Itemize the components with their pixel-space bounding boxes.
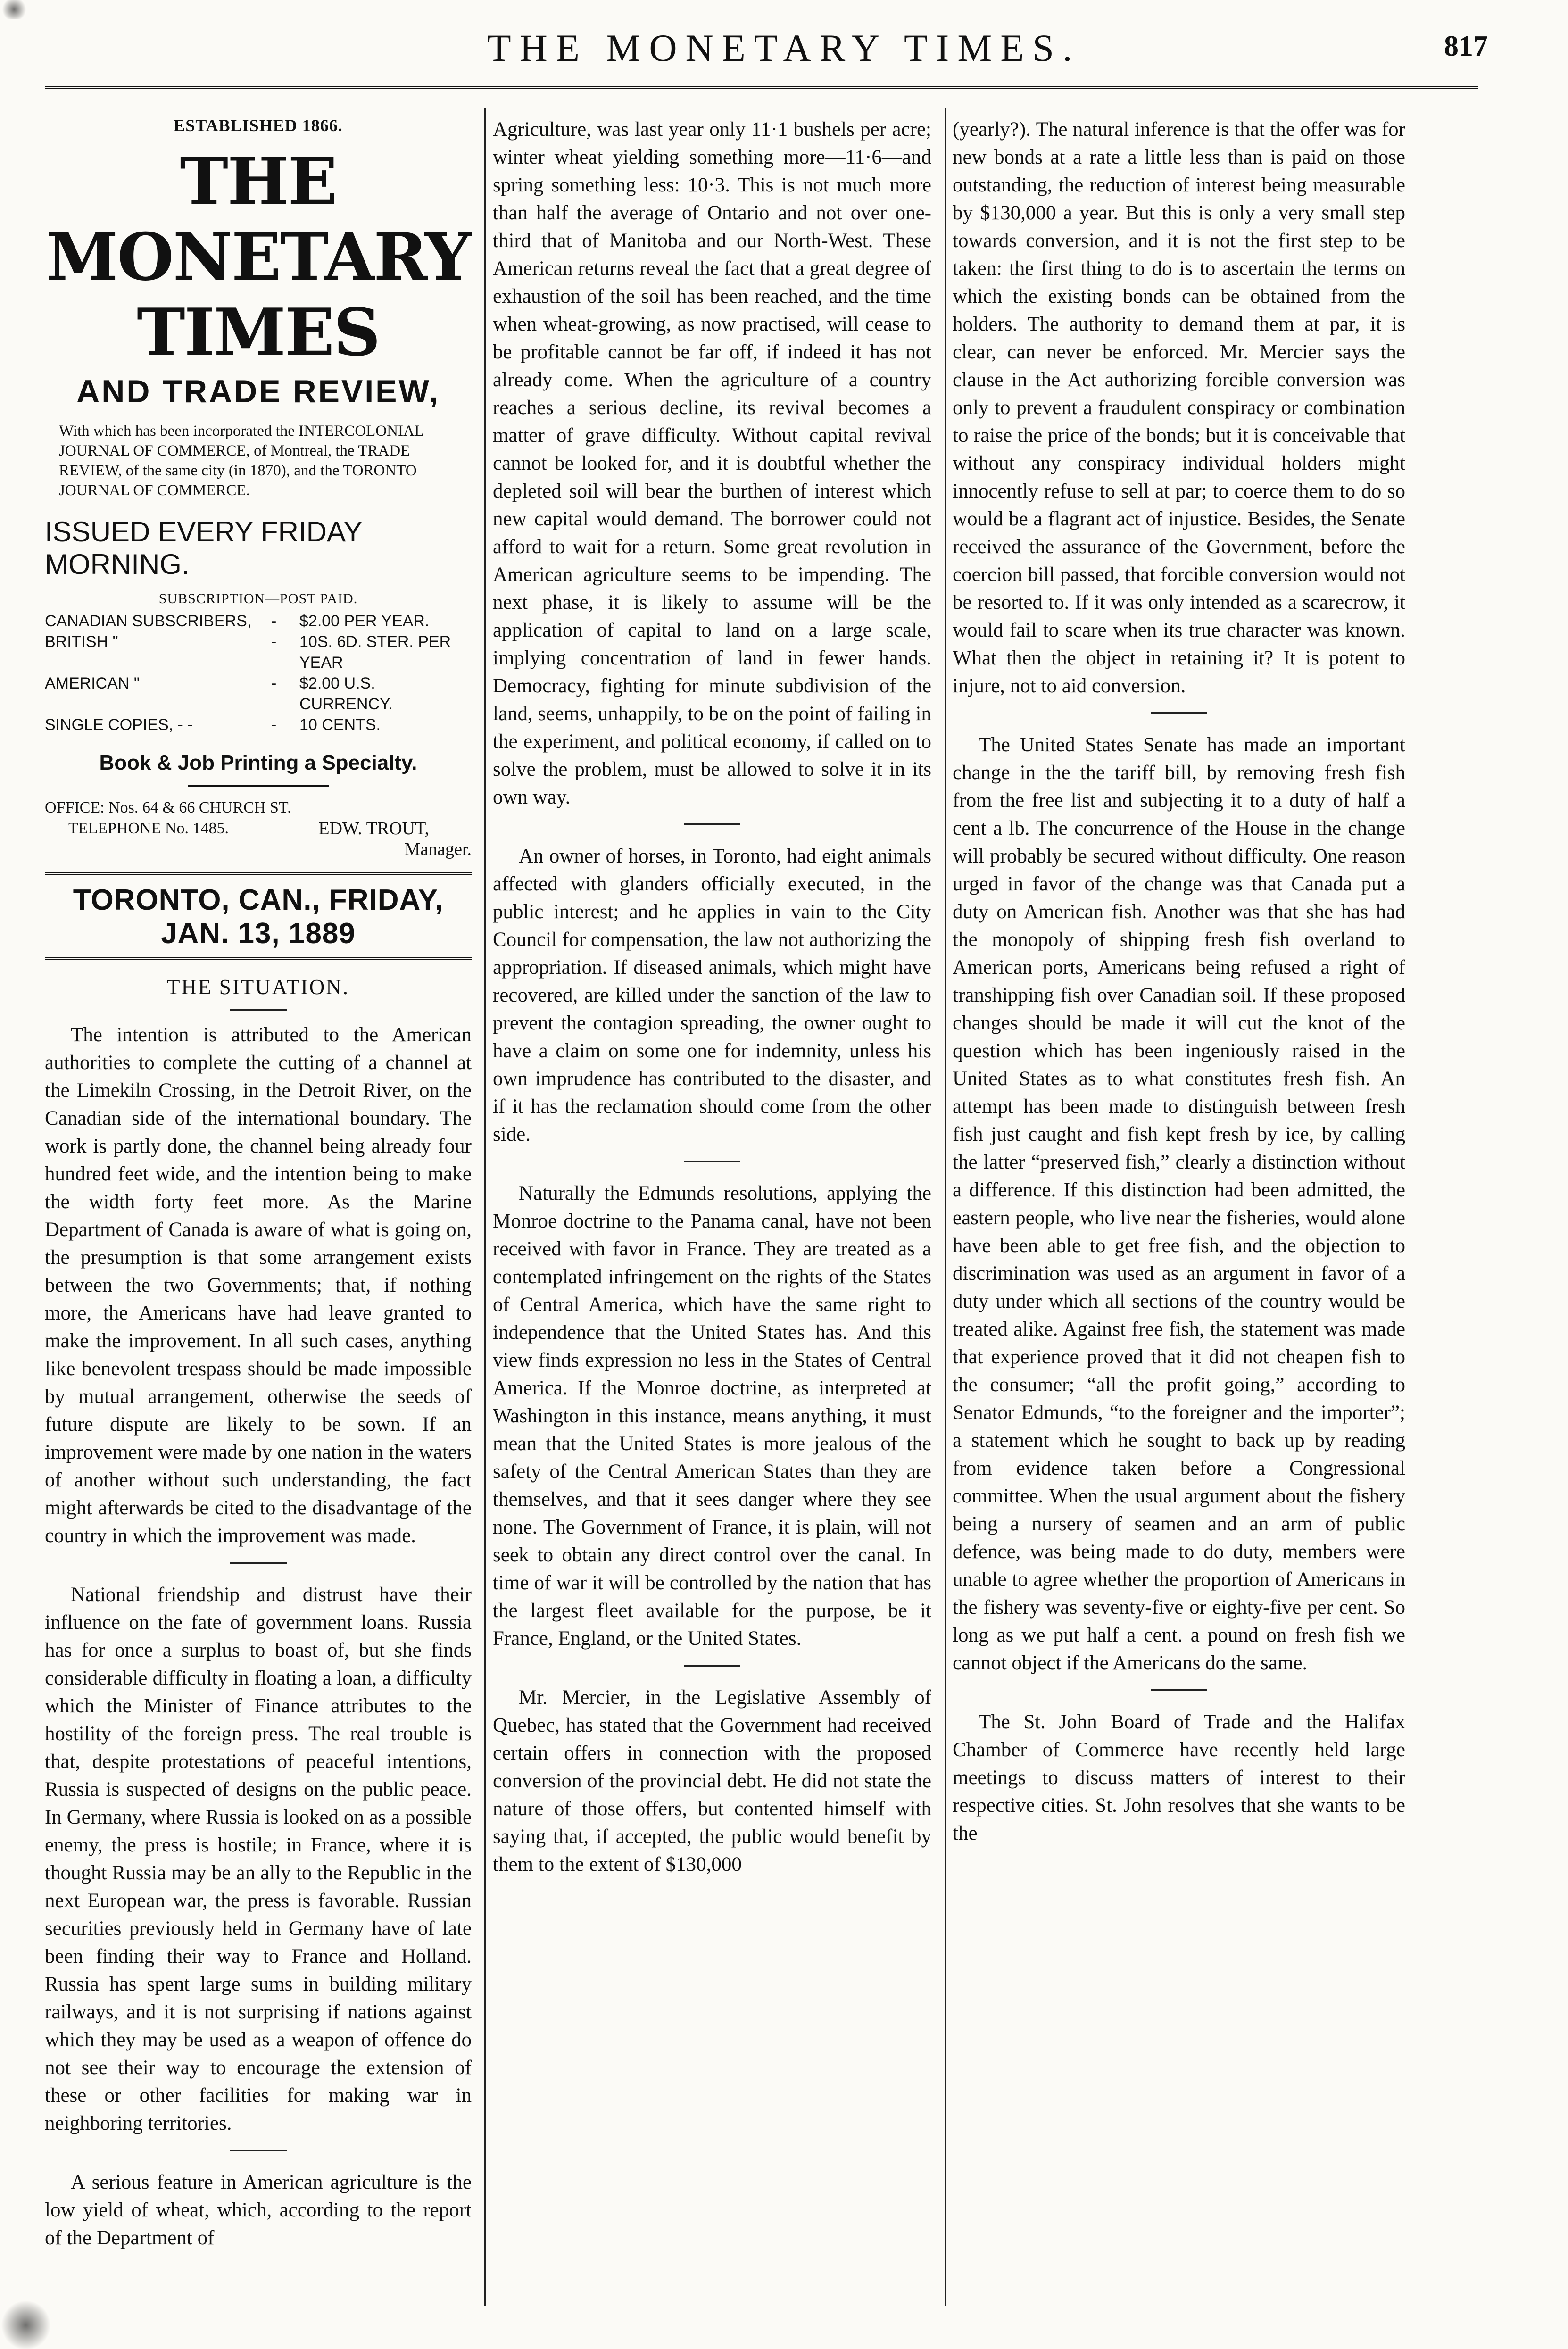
scan-smudge: [0, 0, 28, 19]
paragraph: The St. John Board of Trade and the Halifax Chamber of Commerce have recently held large meetings to discuss matters of interest to their respective cities. St. John resolves that she wants to be the: [953, 1711, 1405, 1844]
masthead: [45, 116, 472, 2252]
dateline: TORONTO, CAN., FRIDAY, JAN. 13, 1889: [73, 884, 444, 950]
running-title: THE MONETARY TIMES.: [487, 26, 1081, 69]
paragraph: The United States Senate has made an important change in the the tariff bill, by removing fresh fish from the free list and subjecting it to a duty of half a cent a lb. The concurrence of the House in the change will probably be secured without difficulty. One reason urged in favor of the change was that Canada put a duty on American fish. Another was that she has had the monopoly of shipping fresh fish overland to American ports, Americans being refused a right of transhipping fish over Canadian soil. If these proposed changes should be made it will cut the knot of the question which has been ingeniously raised in the United States as to what constitutes fresh fish. An attempt has been made to distinguish between fresh fish just caught and fish kept fresh by ice, by calling the latter “preserved fish,” clearly a distinction without a difference. If this distinction had been admitted, the eastern people, who live near the fisheries, would alone have been able to get free fish, and the objection to discrimination was used as an argument in favor of a duty under which all sections of the country would be treated alike. Against free fish, the statement was made that experience proved that it did not cheapen fish to the consumer; “all the profit going,” according to Senator Edmunds, “to the foreigner and the importer”; a statement which he sought to back up by reading from evidence taken before a Congressional committee. When the usual argument about the fishery being a nursery of seamen and an arm of public defence, was being made to do duty, members were unable to agree whether the proportion of Americans in the fishery was seventy-five or eighty-five per cent. So long as we put half a cent. a pound on fresh fish we cannot object if the Americans do the same.: [953, 734, 1405, 1674]
divider: [684, 1665, 740, 1667]
column-2-text: [493, 116, 931, 1878]
paragraph: Mr. Mercier, in the Legislative Assembly of Quebec, has stated that the Government had received certain offers in connection with the proposed conversion of the provincial debt. He did not state the nature of those offers, but contented himself with saying that, if accepted, the public would benefit by them to the extent of $130,000: [493, 1686, 931, 1876]
paragraph: Naturally the Edmunds resolutions, applying the Monroe doctrine to the Panama canal, have not been received with favor in France. They are treated as a contemplated infringement on the rights of the States of Central America, which have the same right to independence that the United States has. And this view finds expression no less in the States of Central America. If the Monroe doctrine, as interpreted at Washington in this instance, means anything, it must mean that the United States is more jealous of the safety of the Central American States than they are themselves, and that it sees danger where they see none. The Government of France, it is plain, will not seek to obtain any direct control over the canal. In time of war it will be controlled by the nation that has the largest fleet available for the purpose, be it France, England, or the United States.: [493, 1182, 931, 1650]
manager-title: Manager.: [404, 839, 472, 859]
divider: [1151, 1689, 1207, 1691]
issue-schedule: ISSUED EVERY FRIDAY MORNING.: [45, 516, 362, 580]
paragraph: Agriculture, was last year only 11·1 bushels per acre; winter wheat yielding something more—11·6—and spring something less: 10·3. This is not much more than half the average of Ontario and not over one-third that of Manitoba and our North-West. These American returns reveal the fact that a great degree of exhaustion of the soil has been reached, and the time when wheat-growing, as now practised, will cease to be profitable cannot be far off, if indeed it has not already come. When the agriculture of a country reaches a serious decline, its revival becomes a matter of grave difficulty. Without capital revival cannot be looked for, and it is doubtful whether the depleted soil will bear the burthen of interest which new capital would demand. The borrower could not afford to wait for a return. Some great revolution in American agriculture seems to be impending. The next phase, it is likely to assume will be the application of capital to land on a large scale, implying concentration of land in fewer hands. Democracy, fighting for minute subdivision of the land, seems, unhappily, to be on the point of failing in the experiment, and political economy, if called on to solve the problem, must be allowed to solve it in its own way.: [493, 118, 931, 808]
telephone: TELEPHONE No. 1485.: [68, 820, 229, 837]
established-line: ESTABLISHED 1866.: [174, 116, 343, 135]
header-rule: [45, 86, 1478, 89]
scan-smudge: [0, 2301, 52, 2349]
section-title: THE SITUATION.: [167, 975, 349, 999]
divider: [684, 823, 740, 825]
divider: [230, 1009, 287, 1011]
paragraph: The intention is attributed to the American authorities to complete the cutting of a channel at the Limekiln Crossing, in the Detroit River, on the Canadian side of the international boundary. The work is partly done, the channel being already four hundred feet wide, and the intention being to make the width forty feet more. As the Marine Department of Canada is aware of what is going on, the presumption is that some arrangement exists between the two Governments; that, if nothing more, the Americans have had leave granted to make the improvement. In all such cases, anything like benevolent trespass should be made impossible by mutual arrangement, otherwise the seeds of future dispute are likely to be sown. If an improvement were made by one nation in the waters of another without such understanding, the fact might afterwards be cited to the disadvantage of the country in which the improvement was made.: [45, 1024, 472, 1547]
page-number: 817: [1444, 30, 1488, 62]
paragraph: A serious feature in American agriculture is the low yield of wheat, which, according to the report of the Department of: [45, 2171, 472, 2249]
divider: [230, 2150, 287, 2151]
divider: [188, 785, 329, 787]
divider: [45, 872, 472, 875]
rate-row: BRITISH " - 10S. 6D. STER. PER YEAR: [45, 633, 451, 672]
printing-note: Book & Job Printing a Specialty.: [99, 751, 417, 774]
divider: [1151, 712, 1207, 714]
column-divider: [945, 108, 946, 2306]
column-3-text: [953, 116, 1405, 1847]
subscription-heading: SUBSCRIPTION—POST PAID.: [158, 591, 358, 606]
masthead-subtitle: AND TRADE REVIEW,: [76, 374, 440, 409]
divider: [45, 957, 472, 960]
divider: [230, 1562, 287, 1564]
manager-name: EDW. TROUT,: [318, 819, 429, 838]
office-address: OFFICE: Nos. 64 & 66 CHURCH ST.: [45, 799, 291, 816]
running-head: [0, 26, 1568, 87]
paragraph: (yearly?). The natural inference is that the offer was for new bonds at a rate a little less than is paid on those outstanding, the reduction of interest being measurable by $130,000 a year. But this is only a very small step towards conversion, and it is not the first step to be taken: the first thing to do is to ascertain the terms on which the existing bonds can be obtained from the holders. The authority to demand them at par, it is clear, can never be enforced. Mr. Mercier says the clause in the Act authorizing forcible conversion was only to prevent a fraudulent conspiracy or combination to raise the price of the bonds; but it is conceivable that without any conspiracy individual holders might innocently refuse to sell at par; to coerce them to do so would be a flagrant act of injustice. Besides, the Senate received the assurance of the Government, before the coercion bill passed, that forcible conversion would not be resorted to. If it was only intended as a scarecrow, it would fail to scare when its true character was known. What then the object in retaining it? It is potent to injure, not to aid conversion.: [953, 118, 1405, 697]
rate-row: CANADIAN SUBSCRIBERS, - $2.00 PER YEAR.: [45, 612, 430, 630]
column-1-text: [45, 1021, 472, 2252]
incorporation-note: With which has been incorporated the INTERCOLONIAL JOURNAL OF COMMERCE, of Montreal, the TRADE REVIEW, of the same city (in 1870), and the TORONTO JOURNAL OF COMMERCE.: [59, 423, 423, 499]
paragraph: National friendship and distrust have their influence on the fate of government loans. Russia has for once a surplus to boast of, but she finds considerable difficulty in floating a loan, a difficulty which the Minister of Finance attributes to the hostility of the foreign press. The real trouble is that, despite protestations of peaceful intentions, Russia is suspected of designs on the public peace. In Germany, where Russia is looked on as a possible enemy, the press is hostile; in France, where it is thought Russia may be an ally to the Republic in the next European war, the press is favorable. Russian securities previously held in Germany have of late been finding their way to France and Holland. Russia has spent large sums in building military railways, and it is not surprising if nations against which they may be used as a weapon of offence do not see their way to encourage the extension of these or other facilities for making war in neighboring territories.: [45, 1584, 472, 2134]
masthead-title: THE MONETARY TIMES: [46, 143, 471, 371]
subscription-rates: [45, 611, 472, 735]
rate-row: SINGLE COPIES, - - - 10 CENTS.: [45, 716, 381, 734]
column-divider: [484, 108, 486, 2306]
divider: [684, 1161, 740, 1162]
rate-row: AMERICAN " - $2.00 U.S. CURRENCY.: [45, 674, 393, 713]
paragraph: An owner of horses, in Toronto, had eight animals affected with glanders officially executed, in the public interest; and he applies in vain to the City Council for compensation, the law not authorizing the appropriation. If diseased animals, which might have recovered, are killed under the sanction of the law to prevent the contagion spreading, the owner ought to have a claim on some one for indemnity, unless his own imprudence has contributed to the disaster, and if it has the reclamation should come from the other side.: [493, 845, 931, 1145]
